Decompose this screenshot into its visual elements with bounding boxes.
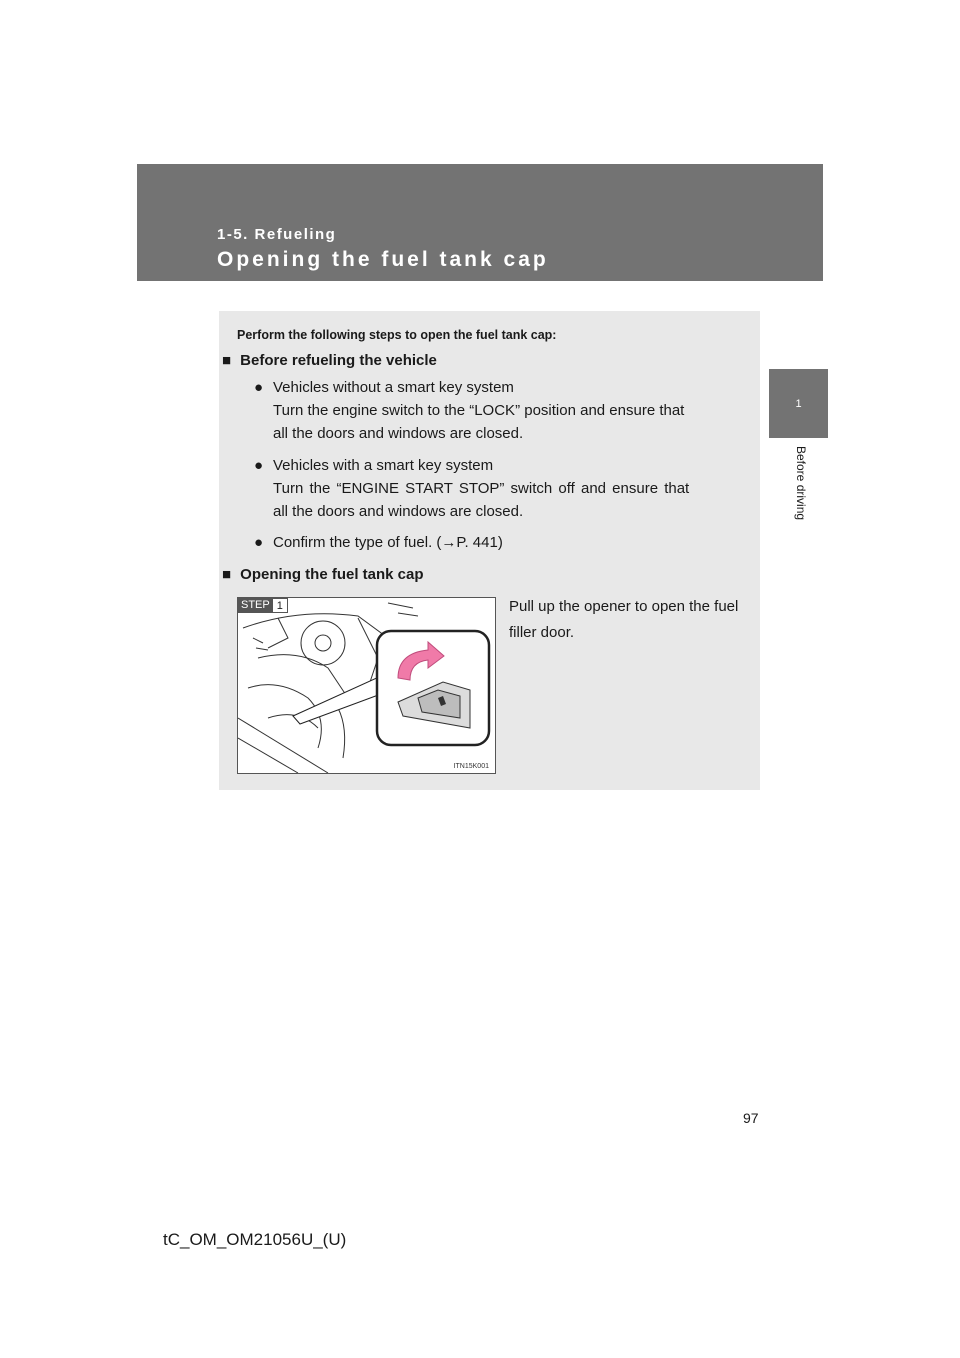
list-item-with-smart-key	[254, 454, 744, 523]
step-badge	[238, 598, 288, 613]
section-heading-before-refueling	[222, 352, 437, 369]
bullet-text: Confirm the type of fuel. (→P. 441)	[273, 534, 503, 551]
opener-illustration	[237, 597, 496, 774]
document-code: tC_OM_OM21056U_(U)	[163, 1230, 347, 1249]
bullet-dot-icon: ●	[254, 379, 264, 396]
car-interior-drawing	[238, 598, 495, 773]
bullet-body-line: all the doors and windows are closed.	[273, 425, 524, 442]
bullet-dot-icon: ●	[254, 534, 264, 551]
section-label: 1-5. Refueling	[217, 226, 337, 243]
bullet-body-line: Turn the engine switch to the “LOCK” position and ensure that	[273, 402, 685, 419]
section-heading-label: Before refueling the vehicle	[240, 352, 437, 369]
square-bullet-icon: ■	[222, 566, 232, 583]
bullet-title: Vehicles with a smart key system	[273, 457, 494, 474]
section-heading-label: Opening the fuel tank cap	[240, 566, 424, 583]
step-badge-number: 1	[273, 598, 288, 613]
page-number: 97	[743, 1110, 759, 1126]
chapter-label: Before driving	[794, 446, 808, 521]
header-band	[137, 164, 823, 281]
step-instruction: Pull up the opener to open the fuel filler door.	[509, 598, 739, 641]
list-item-fuel-type	[254, 531, 744, 554]
figure-code: ITN15K001	[453, 763, 489, 770]
bullet-body-line: Turn the “ENGINE START STOP” switch off and ensure that	[273, 480, 690, 497]
bullet-body-line: all the doors and windows are closed.	[273, 503, 524, 520]
square-bullet-icon: ■	[222, 352, 232, 369]
chapter-tab	[769, 369, 828, 438]
bullet-dot-icon: ●	[254, 457, 264, 474]
content-box	[219, 311, 760, 790]
bullet-title: Vehicles without a smart key system	[273, 379, 514, 396]
page-title: Opening the fuel tank cap	[217, 248, 549, 271]
section-heading-opening-cap	[222, 566, 424, 583]
chapter-number: 1	[795, 397, 802, 410]
list-item-without-smart-key	[254, 376, 744, 445]
step-badge-label: STEP	[238, 598, 273, 613]
intro-text: Perform the following steps to open the fuel tank cap:	[237, 328, 557, 342]
